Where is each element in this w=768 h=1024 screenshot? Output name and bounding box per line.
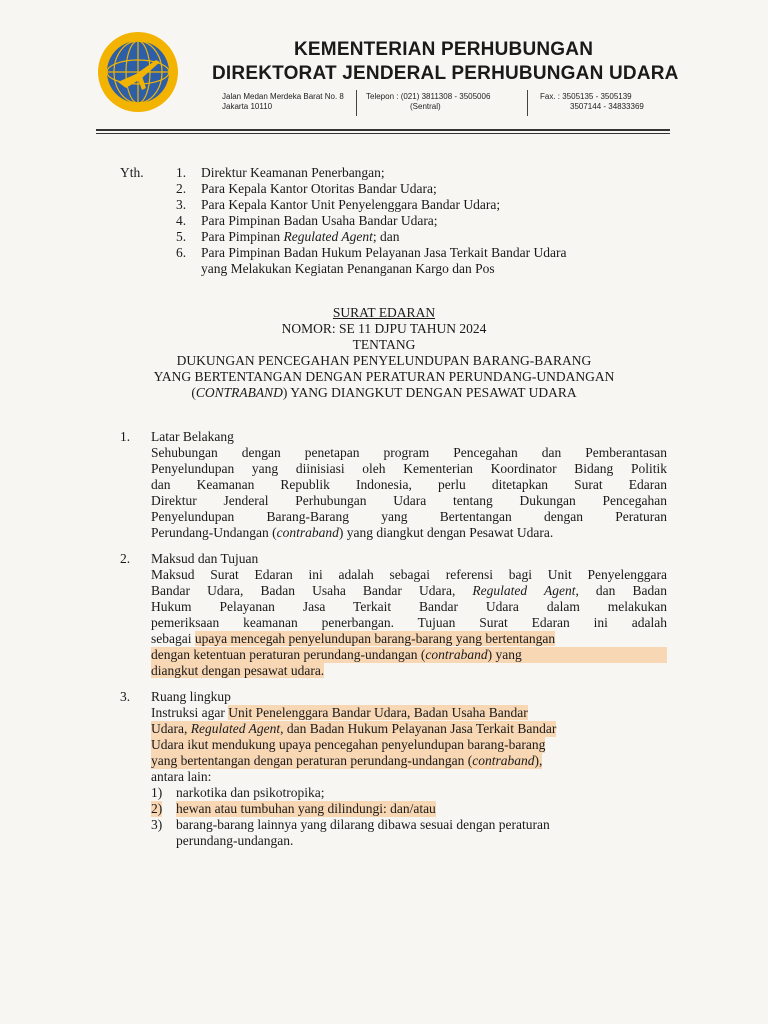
recipient-number: 6. bbox=[176, 245, 187, 260]
para-text: sebagai bbox=[151, 631, 195, 646]
section-heading: Maksud dan Tujuan bbox=[151, 551, 259, 566]
section-heading: Ruang lingkup bbox=[151, 689, 231, 704]
subject-text-italic: CONTRABAND bbox=[195, 385, 283, 400]
recipient-number: 5. bbox=[176, 229, 187, 244]
recipient-item: Direktur Keamanan Penerbangan; bbox=[201, 165, 385, 180]
letter-subject: DUKUNGAN PENCEGAHAN PENYELUNDUPAN BARANG-BARANG bbox=[176, 353, 592, 368]
recipient-item: Para Pimpinan Badan Hukum Pelayanan Jasa Terkait Bandar Udara bbox=[201, 245, 567, 260]
subject-text: ( bbox=[191, 385, 196, 400]
para-text-italic: Regulated Agent bbox=[472, 583, 576, 598]
para-text: ) yang diangkut dengan Pesawat Udara. bbox=[338, 525, 554, 540]
para-text: , dan Badan Hukum Pelayanan Jasa Terkait Bandar bbox=[280, 721, 557, 736]
para-text: Udara, bbox=[151, 721, 191, 736]
recipient-number: 3. bbox=[176, 197, 187, 212]
recipient-item-continued: yang Melakukan Kegiatan Penanganan Kargo dan Pos bbox=[201, 261, 495, 276]
highlighted-text: Unit Penelenggara Bandar Udara, Badan Usaha Bandar bbox=[228, 705, 528, 720]
highlighted-line bbox=[151, 721, 556, 737]
list-item-continued: perundang-undangan. bbox=[176, 833, 294, 848]
fax-line-2: 3507144 - 34833369 bbox=[570, 102, 644, 111]
subject-text: ) YANG DIANGKUT DENGAN PESAWAT UDARA bbox=[282, 385, 577, 400]
letter-type bbox=[0, 305, 768, 321]
paragraph-line: Penyelundupan yang diinisiasi oleh Kementerian Koordinator Bidang Politik bbox=[151, 461, 667, 476]
fax-line-1: Fax. : 3505135 - 3505139 bbox=[540, 92, 632, 101]
paragraph-line: Maksud Surat Edaran ini adalah sebagai referensi bagi Unit Penyelenggara bbox=[151, 567, 667, 582]
directorate-name: DIREKTORAT JENDERAL PERHUBUNGAN UDARA bbox=[212, 63, 679, 84]
letter-type-text: SURAT EDARAN bbox=[332, 305, 436, 320]
header-divider bbox=[356, 90, 357, 116]
highlighted-text: upaya mencegah penyelundupan barang-barang yang bertentangan bbox=[194, 631, 556, 646]
list-number: 1) bbox=[151, 785, 163, 800]
recipient-text: Para Pimpinan bbox=[201, 229, 284, 244]
para-text: ) yang bbox=[487, 647, 522, 662]
para-text: dengan ketentuan peraturan perundang-undangan ( bbox=[151, 647, 426, 662]
letter-subject bbox=[0, 385, 768, 401]
ministry-name: KEMENTERIAN PERHUBUNGAN bbox=[294, 39, 594, 60]
para-text: ), bbox=[534, 753, 543, 768]
address-line-2: Jakarta 10110 bbox=[222, 102, 273, 111]
phone-line-2: (Sentral) bbox=[410, 102, 441, 111]
highlighted-line: Udara ikut mendukung upaya pencegahan penyelundupan barang-barang bbox=[151, 737, 546, 752]
list-number: 2) bbox=[151, 801, 163, 816]
para-text-italic: contraband bbox=[425, 647, 488, 662]
paragraph-line bbox=[151, 525, 553, 541]
paragraph-line bbox=[151, 705, 528, 721]
list-item: hewan atau tumbuhan yang dilindungi: dan/atau bbox=[176, 801, 436, 816]
recipient-number: 4. bbox=[176, 213, 187, 228]
para-text-italic: contraband bbox=[472, 753, 535, 768]
recipient-number: 1. bbox=[176, 165, 187, 180]
recipient-item: Para Kepala Kantor Otoritas Bandar Udara; bbox=[201, 181, 437, 196]
recipient-text-italic: Regulated Agent bbox=[283, 229, 373, 244]
section-number: 2. bbox=[120, 551, 131, 566]
recipient-item bbox=[201, 229, 399, 245]
phone-line-1: Telepon : (021) 3811308 - 3505006 bbox=[366, 92, 491, 101]
recipient-text: ; dan bbox=[372, 229, 400, 244]
section-number: 1. bbox=[120, 429, 131, 444]
section-number: 3. bbox=[120, 689, 131, 704]
paragraph-line: pemeriksaan keamanan penerbangan. Tujuan Surat Edaran ini adalah bbox=[151, 615, 667, 630]
paragraph-line: Hukum Pelayanan Jasa Terkait Bandar Udara dalam melakukan bbox=[151, 599, 667, 614]
address-line-1: Jalan Medan Merdeka Barat No. 8 bbox=[222, 92, 344, 101]
para-text-italic: contraband bbox=[276, 525, 339, 540]
highlighted-line bbox=[151, 753, 542, 769]
paragraph-line: dan Keamanan Republik Indonesia, perlu ditetapkan Surat Edaran bbox=[151, 477, 667, 492]
list-item: barang-barang lainnya yang dilarang dibawa sesuai dengan peraturan bbox=[176, 817, 550, 832]
para-text-italic: Regulated Agent bbox=[190, 721, 281, 736]
para-text: , dan Badan bbox=[575, 583, 667, 598]
paragraph-line bbox=[151, 663, 324, 679]
header-rule bbox=[96, 129, 670, 131]
para-text: Bandar Udara, Badan Usaha Bandar Udara, bbox=[151, 583, 473, 598]
list-item: narkotika dan psikotropika; bbox=[176, 785, 325, 800]
letter-subject: YANG BERTENTANGAN DENGAN PERATURAN PERUNDANG-UNDANGAN bbox=[153, 369, 615, 384]
header-divider bbox=[527, 90, 528, 116]
highlighted-line bbox=[151, 647, 667, 663]
paragraph-line: Direktur Jenderal Perhubungan Udara tentang Dukungan Pencegahan bbox=[151, 493, 667, 508]
highlighted-text: diangkut dengan pesawat udara. bbox=[151, 663, 325, 678]
paragraph-line bbox=[151, 631, 555, 647]
recipients-label: Yth. bbox=[120, 165, 144, 180]
paragraph-line bbox=[151, 583, 667, 599]
para-text: Instruksi agar bbox=[151, 705, 229, 720]
section-heading: Latar Belakang bbox=[151, 429, 234, 444]
paragraph-line: Sehubungan dengan penetapan program Pencegahan dan Pemberantasan bbox=[151, 445, 667, 460]
paragraph-line: Penyelundupan Barang-Barang yang Bertentangan dengan Peraturan bbox=[151, 509, 667, 524]
letter-number: NOMOR: SE 11 DJPU TAHUN 2024 bbox=[281, 321, 487, 336]
recipient-number: 2. bbox=[176, 181, 187, 196]
para-text: yang bertentangan dengan peraturan perundang-undangan ( bbox=[151, 753, 473, 768]
list-number: 3) bbox=[151, 817, 163, 832]
header-rule bbox=[96, 133, 670, 134]
para-text: Perundang-Undangan ( bbox=[151, 525, 277, 540]
paragraph-line: antara lain: bbox=[151, 769, 212, 784]
recipient-item: Para Kepala Kantor Unit Penyelenggara Bandar Udara; bbox=[201, 197, 501, 212]
recipient-item: Para Pimpinan Badan Usaha Bandar Udara; bbox=[201, 213, 438, 228]
letter-about: TENTANG bbox=[352, 337, 416, 352]
